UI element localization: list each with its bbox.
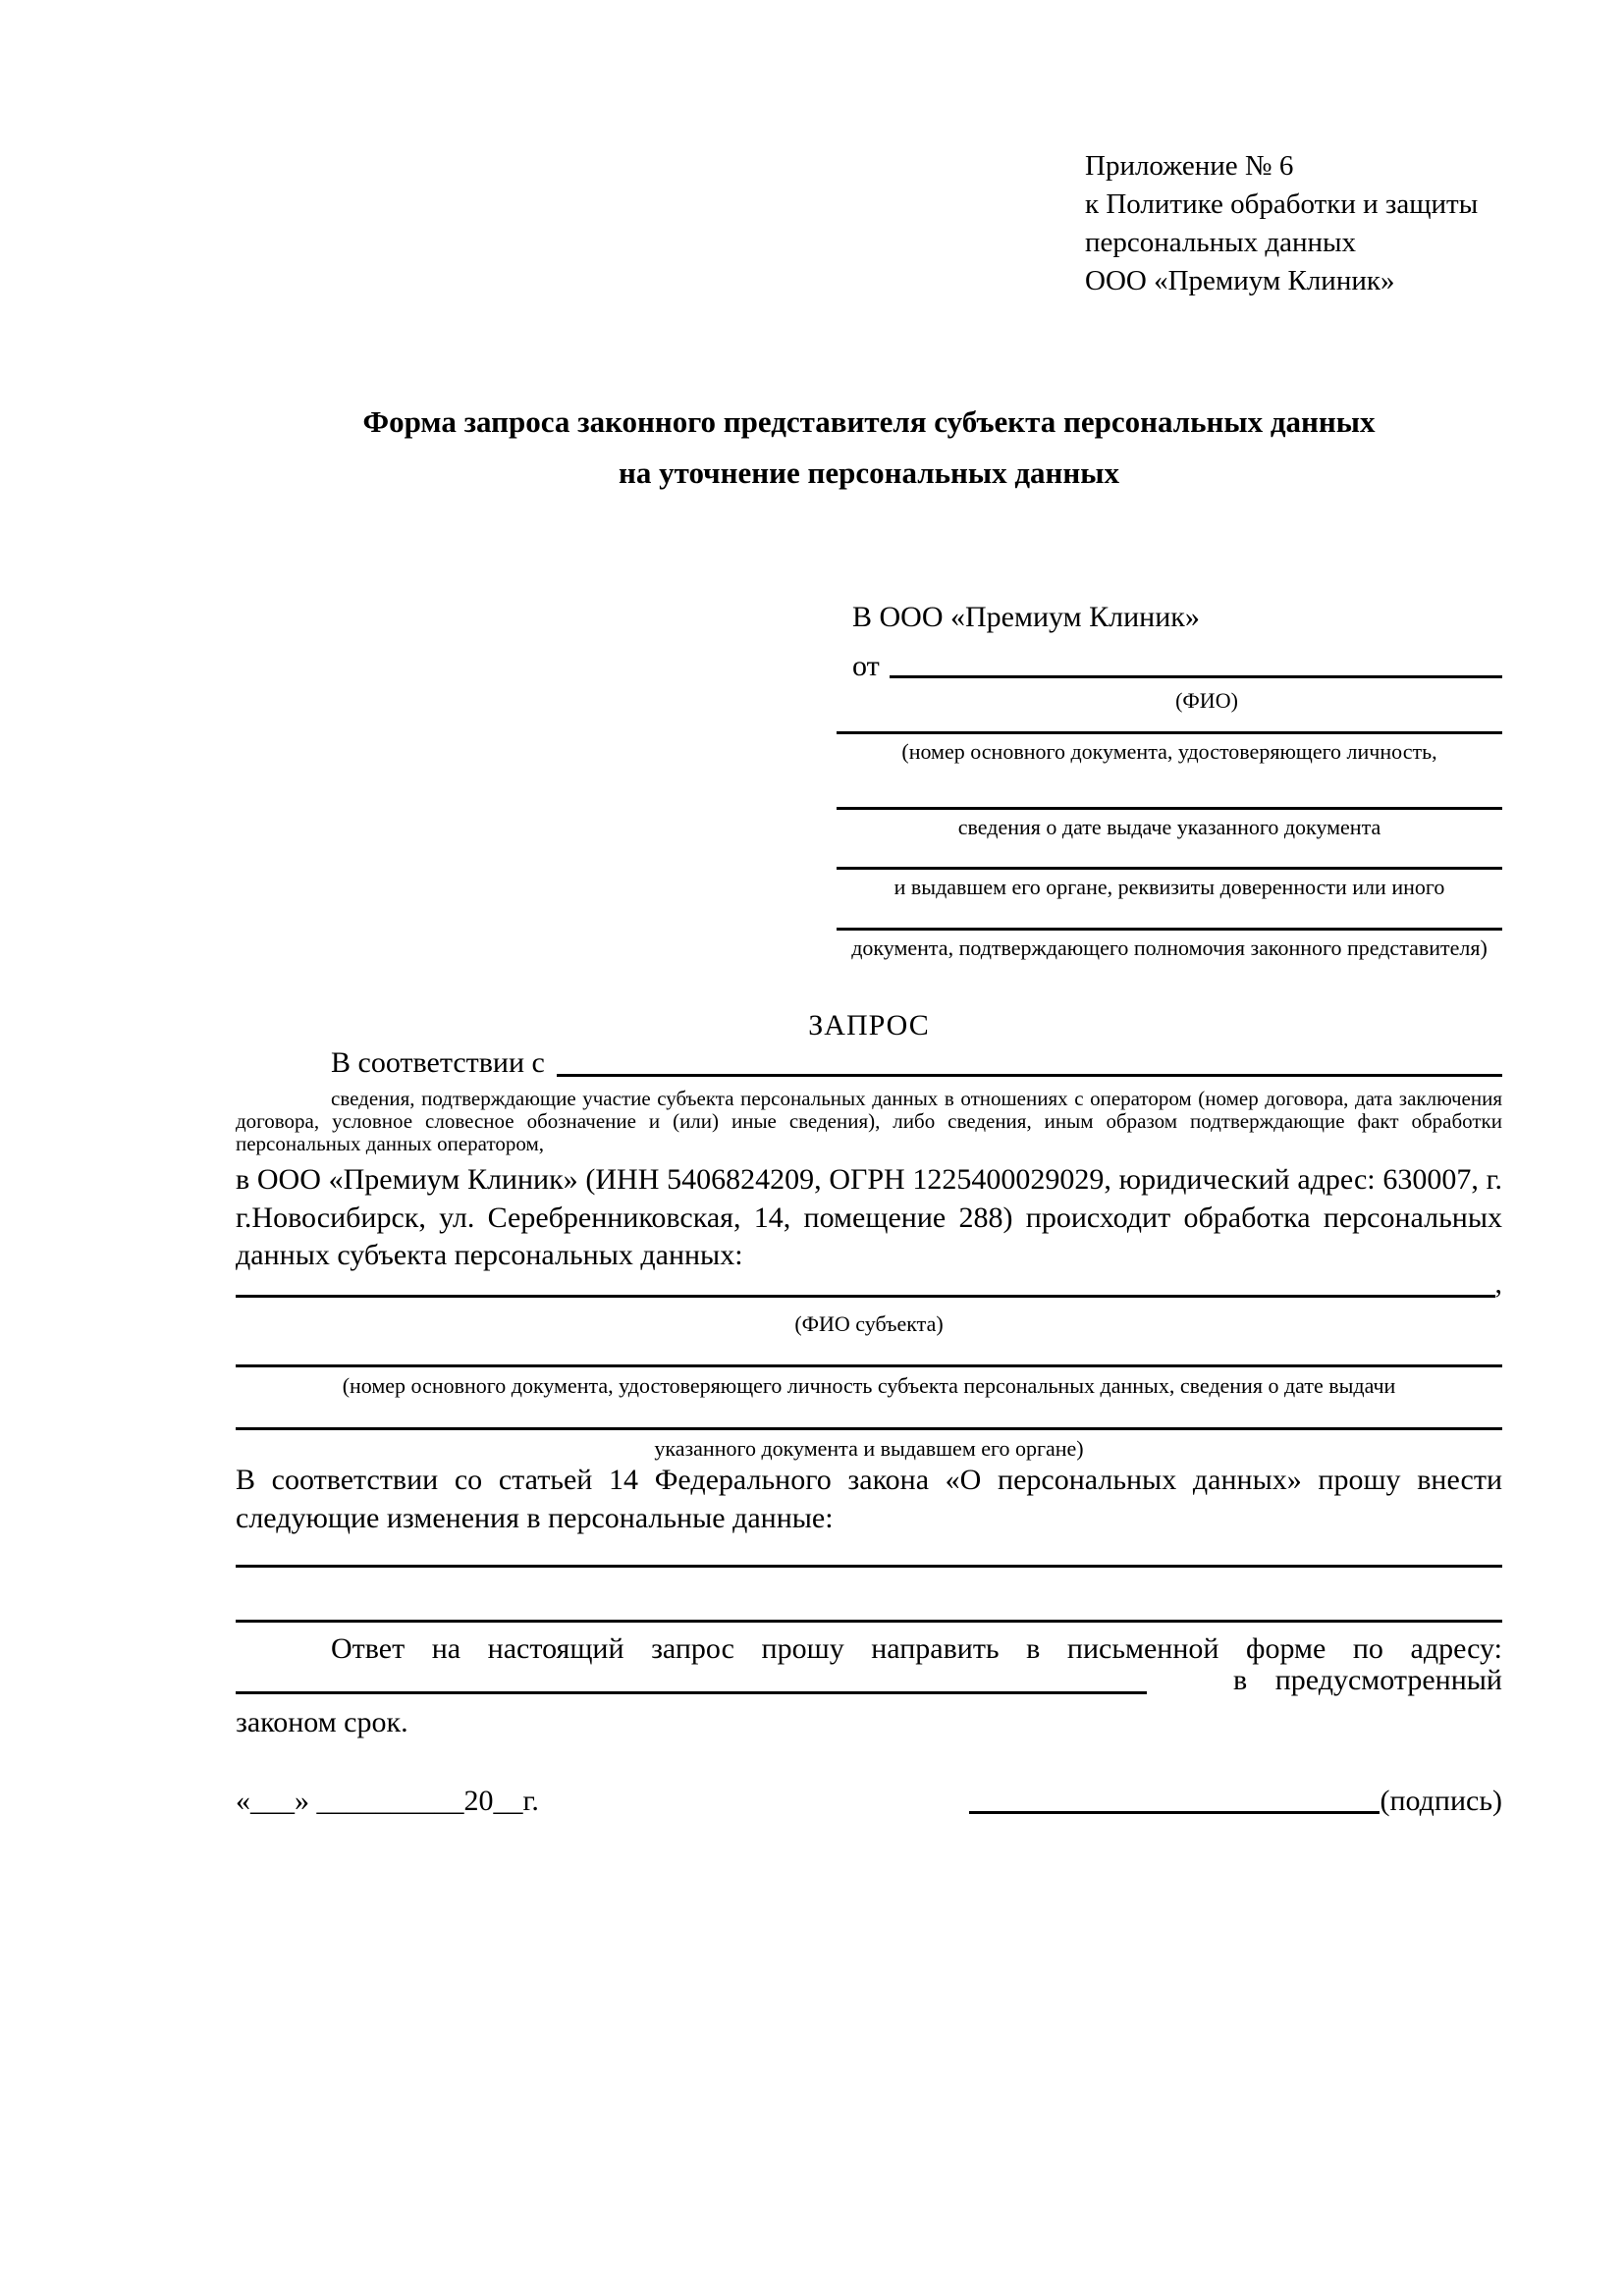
address-blank-line: [236, 1691, 1147, 1694]
page-title: [236, 397, 1502, 499]
subject-doc-caption-2: указанного документа и выдавшем его органе): [654, 1436, 1084, 1461]
subject-fio-blank-line: [236, 1295, 1495, 1298]
from-row: [852, 638, 1502, 683]
page-title-line-2: на уточнение персональных данных: [619, 455, 1119, 490]
blank-line: [837, 928, 1502, 931]
field-caption: и выдавшем его органе, реквизиты доверенности или иного: [893, 875, 1445, 899]
request-heading: ЗАПРОС: [808, 1009, 930, 1041]
subject-fio-caption: (ФИО субъекта): [794, 1311, 944, 1336]
field-caption: сведения о дате выдаче указанного документа: [957, 815, 1381, 839]
signature-area: [969, 1785, 1502, 1818]
annex-line-4: ООО «Премиум Клиник»: [1085, 265, 1395, 296]
subject-doc-blank-line-1: [236, 1364, 1502, 1367]
blank-line: [837, 731, 1502, 734]
addressee-block: [851, 597, 1502, 960]
addressee-org: В ООО «Премиум Клиник»: [852, 601, 1200, 633]
representative-doc-field-3: [837, 867, 1502, 899]
annex-line-2: к Политике обработки и защиты: [1085, 188, 1479, 220]
representative-doc-field-1: [837, 731, 1502, 764]
representative-fio-caption: (ФИО): [1175, 688, 1238, 713]
representative-doc-field-4: [837, 928, 1502, 960]
subject-comma: ,: [1494, 1267, 1502, 1300]
annex-note: [1085, 147, 1478, 300]
answer-word-v: в: [1233, 1664, 1248, 1696]
page-title-line-1: Форма запроса законного представителя субъекта персональных данных: [362, 404, 1376, 439]
basis-blank-line: [557, 1074, 1502, 1077]
signature-row: [236, 1783, 1502, 1818]
subject-fio-row: [236, 1269, 1502, 1301]
from-label: от: [852, 650, 880, 682]
answer-line-1: Ответ на настоящий запрос прошу направить в письменной форме по адресу:: [331, 1632, 1502, 1665]
document-content: [236, 0, 1502, 2296]
signature-caption: (подпись): [1380, 1785, 1502, 1817]
representative-doc-field-2: [837, 807, 1502, 839]
field-caption: документа, подтверждающего полномочия законного представителя): [851, 935, 1488, 960]
field-caption: (номер основного документа, удостоверяющего личность,: [901, 739, 1437, 764]
subject-doc-blank-line-2: [236, 1427, 1502, 1430]
blank-line: [837, 807, 1502, 810]
answer-word-pred: предусмотренный: [1274, 1664, 1502, 1696]
representative-fio-blank-line: [890, 675, 1502, 678]
blank-line: [837, 867, 1502, 870]
changes-blank-line-2: [236, 1620, 1502, 1623]
signature-blank-line: [969, 1811, 1380, 1814]
answer-line-3: законом срок.: [236, 1706, 408, 1738]
subject-doc-caption-1: (номер основного документа, удостоверяющего личность субъекта персональных данных, сведения о дате выдачи: [342, 1373, 1396, 1398]
accordance-label: В соответствии с: [331, 1046, 545, 1079]
annex-line-1: Приложение № 6: [1085, 150, 1294, 182]
basis-fine-print: сведения, подтверждающие участие субъекта персональных данных в отношениях с оператором (номер договора, дата заключения договора, условное словесное обозначение и (или) иные сведения), либо сведения, иным образом подтверждающие факт обработки персональных данных оператором,: [236, 1087, 1502, 1155]
annex-line-3: персональных данных: [1085, 227, 1357, 258]
article14-paragraph: В соответствии со статьей 14 Федерального закона «О персональных данных» прошу внести следующие изменения в персональные данные:: [236, 1464, 1502, 1534]
accordance-row: [236, 1044, 1502, 1080]
date-blank: «___» __________20__г.: [236, 1785, 539, 1817]
changes-blank-line-1: [236, 1565, 1502, 1568]
answer-address-row: [236, 1664, 1502, 1697]
operator-paragraph: в ООО «Премиум Клиник» (ИНН 5406824209, ОГРН 1225400029029, юридический адрес: 630007, г. г.Новосибирск, ул. Серебренниковская, 14, помещение 288) происходит обработка персональных данных субъекта персональных данных:: [236, 1163, 1502, 1271]
